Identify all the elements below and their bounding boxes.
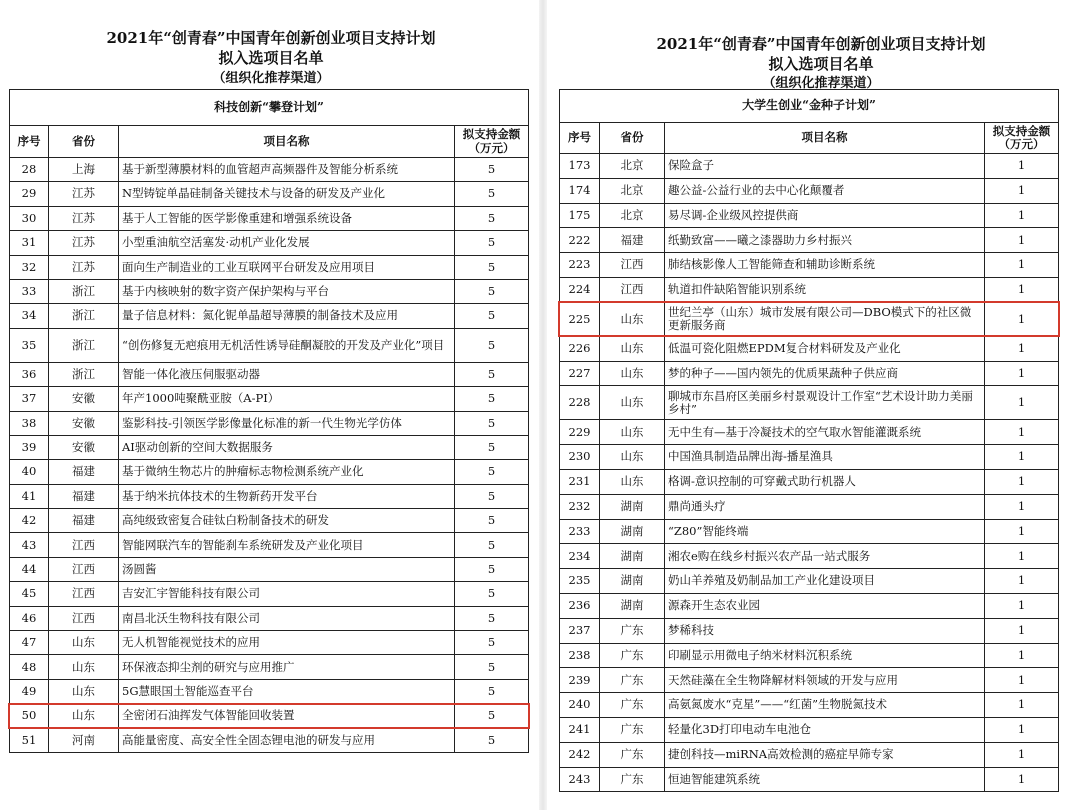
row-amount: 1 (985, 593, 1059, 618)
row-amount: 1 (985, 519, 1059, 544)
row-amount: 1 (985, 302, 1059, 336)
row-province: 江西 (49, 606, 119, 630)
row-number: 47 (10, 631, 49, 655)
row-number: 232 (560, 494, 600, 519)
row-project-name: 奶山羊养殖及奶制品加工产业化建设项目 (665, 569, 985, 594)
row-project-name: 汤圆酱 (119, 557, 455, 581)
row-province: 山东 (600, 336, 665, 361)
row-project-name: 吉安汇宇智能科技有限公司 (119, 582, 455, 606)
row-project-name: 基于新型薄膜材料的血管超声高频器件及智能分析系统 (119, 158, 455, 182)
table-row (10, 728, 529, 752)
table-row (560, 154, 1059, 179)
table-row (10, 304, 529, 328)
row-amount: 5 (455, 533, 529, 557)
row-number: 42 (10, 509, 49, 533)
row-project-name: 中国渔具制造品牌出海-播星渔具 (665, 445, 985, 470)
row-amount: 1 (985, 742, 1059, 767)
row-number: 33 (10, 279, 49, 303)
row-number: 30 (10, 206, 49, 230)
row-amount: 1 (985, 668, 1059, 693)
row-province: 广东 (600, 668, 665, 693)
row-province: 北京 (600, 154, 665, 179)
left-title-line2: 拟入选项目名单 (218, 49, 324, 67)
row-amount: 1 (985, 336, 1059, 361)
table-row (560, 767, 1059, 792)
row-amount: 5 (455, 304, 529, 328)
row-number: 223 (560, 253, 600, 278)
row-province: 山东 (49, 655, 119, 679)
row-number: 43 (10, 533, 49, 557)
table-row (560, 361, 1059, 386)
table-row (10, 182, 529, 206)
row-province: 江苏 (49, 182, 119, 206)
row-amount: 5 (455, 362, 529, 386)
row-project-name: 聊城市东昌府区美丽乡村景观设计工作室“艺术设计助力美丽乡村” (665, 386, 985, 420)
row-province: 江苏 (49, 231, 119, 255)
row-amount: 5 (455, 631, 529, 655)
row-project-name: 5G慧眼国土智能巡查平台 (119, 679, 455, 703)
row-amount: 5 (455, 582, 529, 606)
row-amount: 1 (985, 767, 1059, 792)
row-project-name: 易尽调-企业级风控提供商 (665, 203, 985, 228)
row-number: 233 (560, 519, 600, 544)
row-amount: 1 (985, 643, 1059, 668)
table-row (560, 569, 1059, 594)
row-number: 45 (10, 582, 49, 606)
table-row (10, 655, 529, 679)
row-project-name: 智能一体化液压伺服驱动器 (119, 362, 455, 386)
table-row (10, 411, 529, 435)
row-amount: 5 (455, 728, 529, 752)
row-amount: 1 (985, 494, 1059, 519)
table-row (560, 469, 1059, 494)
row-amount: 5 (455, 435, 529, 459)
row-project-name: 基于微纳生物芯片的肿瘤标志物检测系统产业化 (119, 460, 455, 484)
row-province: 江苏 (49, 255, 119, 279)
row-province: 浙江 (49, 279, 119, 303)
row-amount: 1 (985, 717, 1059, 742)
row-project-name: 南昌北沃生物科技有限公司 (119, 606, 455, 630)
row-amount: 5 (455, 279, 529, 303)
row-amount: 1 (985, 386, 1059, 420)
row-project-name: AI驱动创新的空间大数据服务 (119, 435, 455, 459)
row-number: 28 (10, 158, 49, 182)
row-province: 河南 (49, 728, 119, 752)
table-row (10, 255, 529, 279)
table-row (10, 231, 529, 255)
left-project-table (9, 89, 529, 753)
left-header-amount: 拟支持金额（万元） (455, 126, 529, 158)
table-row (10, 460, 529, 484)
table-row (560, 494, 1059, 519)
row-number: 236 (560, 593, 600, 618)
row-number: 231 (560, 469, 600, 494)
table-row (560, 643, 1059, 668)
row-number: 243 (560, 767, 600, 792)
row-number: 36 (10, 362, 49, 386)
row-province: 江西 (49, 582, 119, 606)
row-province: 湖南 (600, 544, 665, 569)
row-project-name: 肺结核影像人工智能筛查和辅助诊断系统 (665, 253, 985, 278)
row-province: 福建 (49, 460, 119, 484)
row-project-name: 鼎尚通头疗 (665, 494, 985, 519)
table-row (560, 717, 1059, 742)
table-row (560, 178, 1059, 203)
row-amount: 5 (455, 655, 529, 679)
row-amount: 1 (985, 544, 1059, 569)
row-amount: 5 (455, 606, 529, 630)
table-row (10, 206, 529, 230)
row-amount: 5 (455, 679, 529, 703)
table-row (10, 631, 529, 655)
row-number: 41 (10, 484, 49, 508)
row-project-name: 梦的种子——国内领先的优质果蔬种子供应商 (665, 361, 985, 386)
table-row (10, 158, 529, 182)
row-number: 51 (10, 728, 49, 752)
row-project-name: 轻量化3D打印电动车电池仓 (665, 717, 985, 742)
row-number: 235 (560, 569, 600, 594)
table-row (10, 509, 529, 533)
table-row (560, 302, 1059, 336)
row-amount: 1 (985, 618, 1059, 643)
row-amount: 1 (985, 253, 1059, 278)
row-project-name: 印刷显示用微电子纳米材料沉积系统 (665, 643, 985, 668)
row-province: 江苏 (49, 206, 119, 230)
row-province: 浙江 (49, 304, 119, 328)
row-amount: 1 (985, 693, 1059, 718)
row-province: 福建 (49, 484, 119, 508)
left-title-line1: 2021年“创青春”中国青年创新创业项目支持计划 (106, 29, 436, 47)
row-project-name: “创伤修复无疤痕用无机活性诱导硅酮凝胶的开发及产业化”项目 (119, 328, 455, 362)
row-number: 29 (10, 182, 49, 206)
row-amount: 5 (455, 460, 529, 484)
row-province: 湖南 (600, 593, 665, 618)
row-province: 广东 (600, 618, 665, 643)
row-project-name: 鉴影科技-引领医学影像量化标准的新一代生物光学仿体 (119, 411, 455, 435)
row-number: 39 (10, 435, 49, 459)
row-project-name: 恒迪智能建筑系统 (665, 767, 985, 792)
table-row (560, 277, 1059, 302)
row-amount: 1 (985, 154, 1059, 179)
right-title-line2: 拟入选项目名单 (768, 55, 874, 73)
row-amount: 5 (455, 182, 529, 206)
table-row (560, 228, 1059, 253)
table-row (560, 445, 1059, 470)
row-amount: 1 (985, 469, 1059, 494)
table-row (560, 519, 1059, 544)
right-header-province: 省份 (600, 123, 665, 154)
row-number: 239 (560, 668, 600, 693)
row-amount: 1 (985, 420, 1059, 445)
row-amount: 5 (455, 387, 529, 411)
table-row (10, 387, 529, 411)
row-project-name: 轨道扣件缺陷智能识别系统 (665, 277, 985, 302)
row-amount: 1 (985, 445, 1059, 470)
left-title-line3: （组织化推荐渠道） (212, 71, 330, 86)
row-number: 228 (560, 386, 600, 420)
row-province: 福建 (49, 509, 119, 533)
row-province: 北京 (600, 178, 665, 203)
row-project-name: 年产1000吨聚酰亚胺（A-PI） (119, 387, 455, 411)
row-number: 38 (10, 411, 49, 435)
row-province: 湖南 (600, 519, 665, 544)
row-number: 49 (10, 679, 49, 703)
row-province: 江西 (49, 557, 119, 581)
row-province: 福建 (600, 228, 665, 253)
right-title-line1: 2021年“创青春”中国青年创新创业项目支持计划 (656, 35, 986, 53)
row-province: 安徽 (49, 411, 119, 435)
row-amount: 5 (455, 206, 529, 230)
row-project-name: 小型重油航空活塞发·动机产业化发展 (119, 231, 455, 255)
row-number: 241 (560, 717, 600, 742)
row-province: 山东 (49, 631, 119, 655)
row-number: 226 (560, 336, 600, 361)
row-province: 山东 (600, 361, 665, 386)
row-province: 广东 (600, 767, 665, 792)
row-project-name: 高纯级致密复合硅钛白粉制备技术的研发 (119, 509, 455, 533)
row-amount: 5 (455, 484, 529, 508)
right-header-name: 项目名称 (665, 123, 985, 154)
right-project-table (559, 89, 1059, 792)
row-project-name: 源森开生态农业园 (665, 593, 985, 618)
row-province: 广东 (600, 643, 665, 668)
row-province: 广东 (600, 693, 665, 718)
row-project-name: N型铸锭单晶硅制备关键技术与设备的研发及产业化 (119, 182, 455, 206)
row-amount: 1 (985, 569, 1059, 594)
row-province: 山东 (49, 679, 119, 703)
row-number: 227 (560, 361, 600, 386)
row-number: 173 (560, 154, 600, 179)
table-row (10, 328, 529, 362)
table-row (10, 484, 529, 508)
row-number: 175 (560, 203, 600, 228)
right-header-amount: 拟支持金额（万元） (985, 123, 1059, 154)
row-project-name: 高氨氮废水“克星”——“红菌”生物脱氮技术 (665, 693, 985, 718)
row-project-name: 湘农e购在线乡村振兴农产品一站式服务 (665, 544, 985, 569)
table-row (10, 279, 529, 303)
table-row (560, 253, 1059, 278)
row-amount: 5 (455, 557, 529, 581)
row-project-name: 基于纳米抗体技术的生物新药开发平台 (119, 484, 455, 508)
row-number: 238 (560, 643, 600, 668)
table-row (560, 203, 1059, 228)
row-number: 224 (560, 277, 600, 302)
row-project-name: 世纪兰亭（山东）城市发展有限公司—DBO模式下的社区微更新服务商 (665, 302, 985, 336)
right-header-no: 序号 (560, 123, 600, 154)
row-number: 40 (10, 460, 49, 484)
table-row (10, 704, 529, 728)
row-number: 32 (10, 255, 49, 279)
right-title-line3: （组织化推荐渠道） (762, 76, 880, 91)
row-amount: 5 (455, 255, 529, 279)
row-number: 46 (10, 606, 49, 630)
row-number: 234 (560, 544, 600, 569)
row-number: 240 (560, 693, 600, 718)
row-project-name: 环保液态抑尘剂的研究与应用推广 (119, 655, 455, 679)
row-project-name: 量子信息材料：氮化铌单晶超导薄膜的制备技术及应用 (119, 304, 455, 328)
row-project-name: 基于内核映射的数字资产保护架构与平台 (119, 279, 455, 303)
row-project-name: 高能量密度、高安全性全固态锂电池的研发与应用 (119, 728, 455, 752)
row-number: 242 (560, 742, 600, 767)
row-project-name: 捷创科技—miRNA高效检测的癌症早筛专家 (665, 742, 985, 767)
table-row (560, 336, 1059, 361)
table-row (10, 582, 529, 606)
row-amount: 5 (455, 509, 529, 533)
row-amount: 1 (985, 203, 1059, 228)
row-project-name: 纸勤致富——曦之漆器助力乡村振兴 (665, 228, 985, 253)
row-province: 山东 (600, 469, 665, 494)
row-number: 37 (10, 387, 49, 411)
row-project-name: 基于人工智能的医学影像重建和增强系统设备 (119, 206, 455, 230)
table-row (10, 557, 529, 581)
table-row (10, 679, 529, 703)
row-amount: 5 (455, 328, 529, 362)
row-project-name: “Z80”智能终端 (665, 519, 985, 544)
left-plan-title: 科技创新“攀登计划” (10, 90, 529, 126)
left-header-no: 序号 (10, 126, 49, 158)
row-number: 174 (560, 178, 600, 203)
row-province: 浙江 (49, 328, 119, 362)
table-row (560, 618, 1059, 643)
table-row (560, 593, 1059, 618)
row-province: 江西 (600, 277, 665, 302)
row-number: 48 (10, 655, 49, 679)
row-project-name: 无中生有—基于冷凝技术的空气取水智能灌溉系统 (665, 420, 985, 445)
row-province: 山东 (600, 445, 665, 470)
row-amount: 5 (455, 411, 529, 435)
table-row (560, 386, 1059, 420)
table-row (560, 420, 1059, 445)
row-province: 山东 (600, 386, 665, 420)
row-amount: 1 (985, 228, 1059, 253)
row-project-name: 格调-意识控制的可穿戴式助行机器人 (665, 469, 985, 494)
row-amount: 1 (985, 178, 1059, 203)
table-row (560, 544, 1059, 569)
row-project-name: 面向生产制造业的工业互联网平台研发及应用项目 (119, 255, 455, 279)
row-number: 225 (560, 302, 600, 336)
row-number: 229 (560, 420, 600, 445)
row-province: 山东 (49, 704, 119, 728)
row-number: 230 (560, 445, 600, 470)
row-project-name: 全密闭石油挥发气体智能回收装置 (119, 704, 455, 728)
row-project-name: 梦稀科技 (665, 618, 985, 643)
row-number: 44 (10, 557, 49, 581)
table-row (10, 606, 529, 630)
table-row (10, 362, 529, 386)
left-header-name: 项目名称 (119, 126, 455, 158)
row-project-name: 趣公益-公益行业的去中心化颠覆者 (665, 178, 985, 203)
page-divider (539, 0, 547, 810)
row-amount: 5 (455, 231, 529, 255)
row-project-name: 低温可瓷化阻燃EPDM复合材料研发及产业化 (665, 336, 985, 361)
row-province: 江西 (600, 253, 665, 278)
row-number: 34 (10, 304, 49, 328)
row-project-name: 无人机智能视觉技术的应用 (119, 631, 455, 655)
row-number: 50 (10, 704, 49, 728)
left-header-province: 省份 (49, 126, 119, 158)
table-row (560, 742, 1059, 767)
row-province: 浙江 (49, 362, 119, 386)
row-province: 安徽 (49, 387, 119, 411)
row-province: 北京 (600, 203, 665, 228)
row-number: 237 (560, 618, 600, 643)
row-province: 山东 (600, 420, 665, 445)
table-row (560, 668, 1059, 693)
row-amount: 5 (455, 704, 529, 728)
row-province: 江西 (49, 533, 119, 557)
row-number: 31 (10, 231, 49, 255)
row-project-name: 天然硅藻在全生物降解材料领域的开发与应用 (665, 668, 985, 693)
row-province: 上海 (49, 158, 119, 182)
table-row (560, 693, 1059, 718)
table-row (10, 435, 529, 459)
row-amount: 1 (985, 361, 1059, 386)
row-number: 222 (560, 228, 600, 253)
row-amount: 5 (455, 158, 529, 182)
table-row (10, 533, 529, 557)
row-project-name: 保险盒子 (665, 154, 985, 179)
row-project-name: 智能网联汽车的智能刹车系统研发及产业化项目 (119, 533, 455, 557)
row-amount: 1 (985, 277, 1059, 302)
row-province: 广东 (600, 717, 665, 742)
row-province: 广东 (600, 742, 665, 767)
row-province: 山东 (600, 302, 665, 336)
row-number: 35 (10, 328, 49, 362)
row-province: 湖南 (600, 494, 665, 519)
row-province: 湖南 (600, 569, 665, 594)
right-plan-title: 大学生创业“金种子计划” (560, 90, 1059, 123)
row-province: 安徽 (49, 435, 119, 459)
